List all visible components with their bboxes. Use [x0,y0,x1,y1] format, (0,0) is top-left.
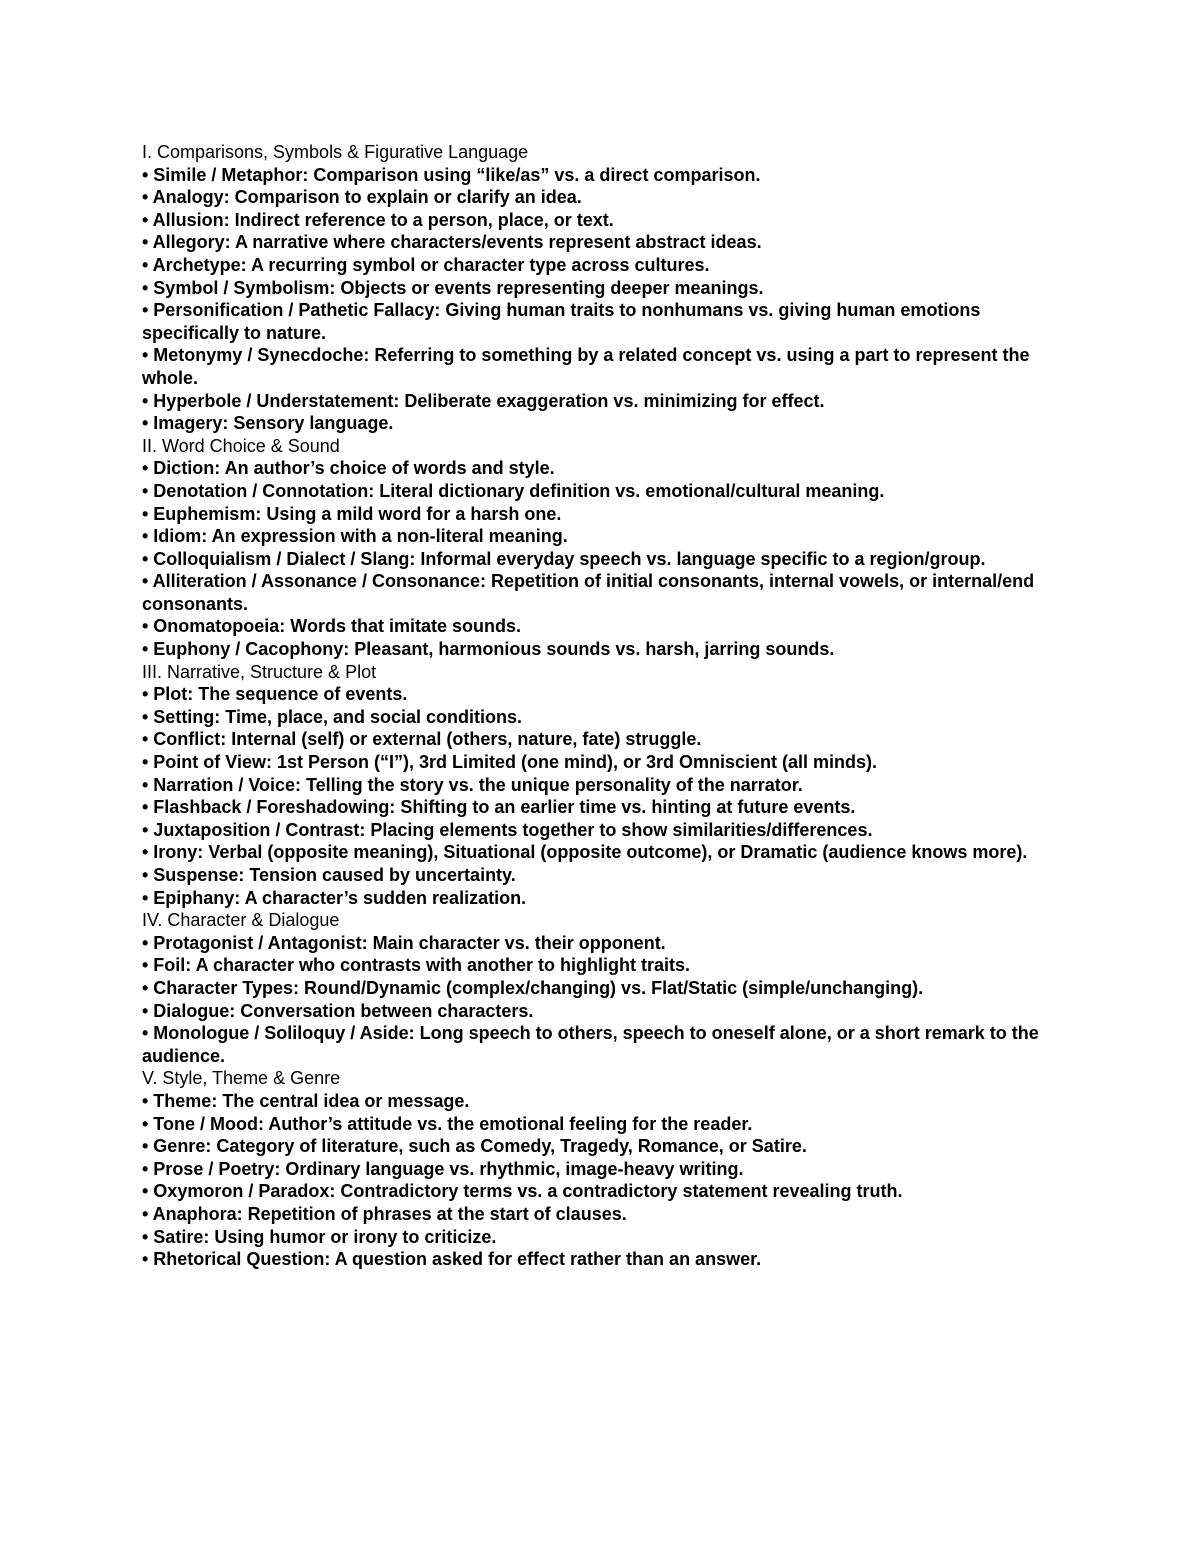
list-item: • Conflict: Internal (self) or external (others, nature, fate) struggle. [142,729,702,750]
list-item: • Diction: An author’s choice of words and style. [142,458,555,479]
list-item: • Onomatopoeia: Words that imitate sounds. [142,616,521,637]
list-item: • Idiom: An expression with a non-literal meaning. [142,526,568,547]
section-word-choice [142,435,1067,661]
list-item: • Personification / Pathetic Fallacy: Giving human traits to nonhumans vs. giving human emotions specifically to nature. [142,300,981,343]
section-style [142,1067,1067,1270]
list-item: • Tone / Mood: Author’s attitude vs. the emotional feeling for the reader. [142,1113,753,1134]
list-item: • Epiphany: A character’s sudden realization. [142,887,527,908]
section-narrative [142,661,1067,910]
section-heading: II. Word Choice & Sound [142,435,340,456]
list-item: • Anaphora: Repetition of phrases at the start of clauses. [142,1203,627,1224]
list-item: • Plot: The sequence of events. [142,684,408,705]
list-item: • Irony: Verbal (opposite meaning), Situational (opposite outcome), or Dramatic (audience knows more). [142,842,1028,863]
section-heading: I. Comparisons, Symbols & Figurative Language [142,142,529,162]
section-comparisons [142,141,1067,435]
list-item: • Colloquialism / Dialect / Slang: Informal everyday speech vs. language specific to a region/group. [142,548,986,569]
list-item: • Simile / Metaphor: Comparison using “like/as” vs. a direct comparison. [142,164,761,185]
list-item: • Point of View: 1st Person (“I”), 3rd Limited (one mind), or 3rd Omniscient (all minds). [142,752,878,773]
list-item: • Analogy: Comparison to explain or clarify an idea. [142,187,582,208]
list-item: • Allusion: Indirect reference to a person, place, or text. [142,209,614,230]
list-item: • Protagonist / Antagonist: Main character vs. their opponent. [142,932,666,953]
list-item: • Allegory: A narrative where characters/events represent abstract ideas. [142,232,762,253]
list-item: • Genre: Category of literature, such as Comedy, Tragedy, Romance, or Satire. [142,1136,807,1157]
list-item: • Dialogue: Conversation between characters. [142,1000,534,1021]
list-item: • Character Types: Round/Dynamic (complex/changing) vs. Flat/Static (simple/unchanging). [142,977,924,998]
list-item: • Euphemism: Using a mild word for a harsh one. [142,503,562,524]
list-item: • Alliteration / Assonance / Consonance: Repetition of initial consonants, internal vowels, or internal/end consonants. [142,571,1035,614]
section-heading: III. Narrative, Structure & Plot [142,661,377,682]
list-item: • Foil: A character who contrasts with another to highlight traits. [142,955,691,976]
list-item: • Metonymy / Synecdoche: Referring to something by a related concept vs. using a part to represent the whole. [142,345,1030,388]
list-item: • Setting: Time, place, and social conditions. [142,706,523,727]
section-character [142,909,1067,1067]
list-item: • Denotation / Connotation: Literal dictionary definition vs. emotional/cultural meaning. [142,480,885,501]
list-item: • Narration / Voice: Telling the story vs. the unique personality of the narrator. [142,774,803,795]
list-item: • Rhetorical Question: A question asked for effect rather than an answer. [142,1249,762,1270]
list-item: • Prose / Poetry: Ordinary language vs. rhythmic, image-heavy writing. [142,1158,744,1179]
list-item: • Imagery: Sensory language. [142,413,394,434]
list-item: • Flashback / Foreshadowing: Shifting to an earlier time vs. hinting at future events. [142,797,856,818]
list-item: • Suspense: Tension caused by uncertainty. [142,865,516,885]
list-item: • Juxtaposition / Contrast: Placing elements together to show similarities/differences. [142,819,873,840]
section-heading: IV. Character & Dialogue [142,910,340,931]
list-item: • Satire: Using humor or irony to criticize. [142,1226,497,1247]
list-item: • Symbol / Symbolism: Objects or events representing deeper meanings. [142,277,764,298]
list-item: • Archetype: A recurring symbol or character type across cultures. [142,254,710,275]
list-item: • Hyperbole / Understatement: Deliberate exaggeration vs. minimizing for effect. [142,390,825,411]
list-item: • Theme: The central idea or message. [142,1090,470,1111]
list-item: • Oxymoron / Paradox: Contradictory terms vs. a contradictory statement revealing truth. [142,1181,903,1202]
list-item: • Monologue / Soliloquy / Aside: Long speech to others, speech to oneself alone, or a short remark to the audience. [142,1023,1039,1066]
document-body [142,141,1067,1271]
section-heading: V. Style, Theme & Genre [142,1068,341,1089]
list-item: • Euphony / Cacophony: Pleasant, harmonious sounds vs. harsh, jarring sounds. [142,639,835,660]
